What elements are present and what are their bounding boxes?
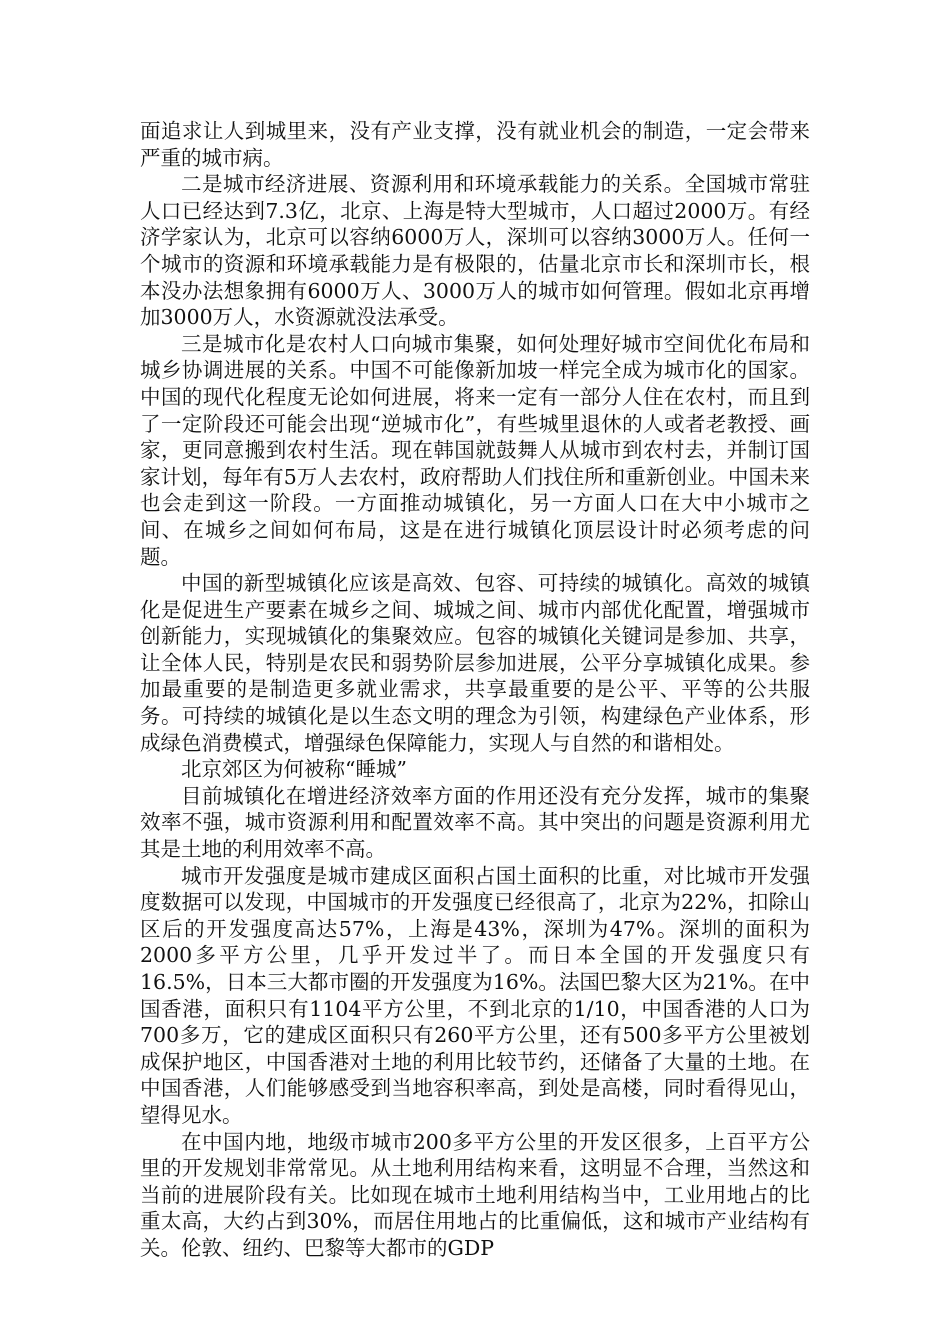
paragraph-4: 中国的新型城镇化应该是高效、包容、可持续的城镇化。高效的城镇化是促进生产要素在城乡之间、城城之间、城市内部优化配置，增强城市创新能力，实现城镇化的集聚效应。包容的城镇化关键词是参加、共享，让全体人民，特别是农民和弱势阶层参加进展，公平分享城镇化成果。参加最重要的是制造更多就业需求，共享最重要的是公平、平等的公共服务。可持续的城镇化是以生态文明的理念为引领，构建绿色产业体系，形成绿色消费模式，增强绿色保障能力，实现人与自然的和谐相处。 [140, 571, 810, 755]
paragraph-1: 面追求让人到城里来，没有产业支撑，没有就业机会的制造，一定会带来严重的城市病。 [140, 119, 810, 170]
paragraph-7: 在中国内地，地级市城市200多平方公里的开发区很多，上百平方公里的开发规划非常常见。从土地利用结构来看，这明显不合理，当然这和当前的进展阶段有关。比如现在城市土地利用结构当中，工业用地占的比重太高，大约占到30%，而居住用地占的比重偏低，这和城市产业结构有关。伦敦、纽约、巴黎等大都市的GDP [140, 1129, 810, 1260]
section-heading: 北京郊区为何被称“睡城” [181, 757, 407, 782]
paragraph-6: 城市开发强度是城市建成区面积占国土面积的比重，对比城市开发强度数据可以发现，中国城市的开发强度已经很高了，北京为22%，扣除山区后的开发强度高达57%，上海是43%，深圳为47%。深圳的面积为2000多平方公里，几乎开发过半了。而日本全国的开发强度只有16.5%，日本三大都市圈的开发强度为16%。法国巴黎大区为21%。在中国香港，面积只有1104平方公里，不到北京的1/10，中国香港的人口为700多万，它的建成区面积只有260平方公里，还有500多平方公里被划成保护地区，中国香港对土地的利用比较节约，还储备了大量的土地。在中国香港，人们能够感受到当地容积率高，到处是高楼，同时看得见山，望得见水。 [140, 863, 810, 1127]
paragraph-2: 二是城市经济进展、资源利用和环境承载能力的关系。全国城市常驻人口已经达到7.3亿，北京、上海是特大型城市，人口超过2000万。有经济学家认为，北京可以容纳6000万人，深圳可以容纳3000万人。任何一个城市的资源和环境承载能力是有极限的，估量北京市长和深圳市长，根本没办法想象拥有6000万人、3000万人的城市如何管理。假如北京再增加3000万人，水资源就没法承受。 [140, 172, 810, 330]
paragraph-3: 三是城市化是农村人口向城市集聚，如何处理好城市空间优化布局和城乡协调进展的关系。中国不可能像新加坡一样完全成为城市化的国家。中国的现代化程度无论如何进展，将来一定有一部分人住在农村，而且到了一定阶段还可能会出现“逆城市化”，有些城里退休的人或者老教授、画家，更同意搬到农村生活。现在韩国就鼓舞人从城市到农村去，并制订国家计划，每年有5万人去农村，政府帮助人们找住所和重新创业。中国未来也会走到这一阶段。一方面推动城镇化，另一方面人口在大中小城市之间、在城乡之间如何布局，这是在进行城镇化顶层设计时必须考虑的问题。 [140, 331, 810, 569]
paragraph-5: 目前城镇化在增进经济效率方面的作用还没有充分发挥，城市的集聚效率不强，城市资源利用和配置效率不高。其中突出的问题是资源利用尤其是土地的利用效率不高。 [140, 783, 810, 862]
document-page [140, 118, 810, 1262]
